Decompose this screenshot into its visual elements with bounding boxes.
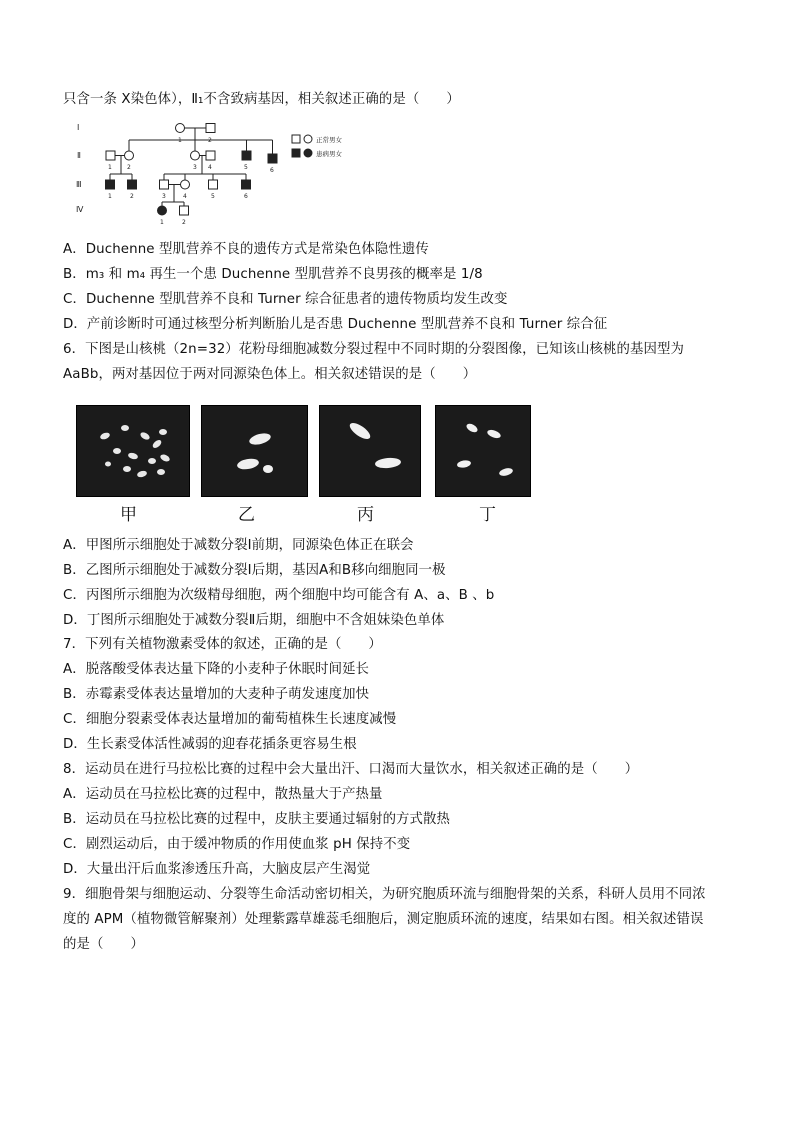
gen-label-3: Ⅲ [76,180,82,189]
q7-stem: 7．下列有关植物激素受体的叙述，正确的是（ ） [63,637,382,652]
svg-text:3: 3 [193,164,197,171]
svg-text:5: 5 [211,193,215,200]
q8-option-d: D．大量出汗后血浆渗透压升高，大脑皮层产生渴觉 [63,862,371,877]
q7-option-c: C．细胞分裂素受体表达量增加的葡萄植株生长速度减慢 [63,712,397,727]
gen-label-4: Ⅳ [76,205,84,214]
svg-text:6: 6 [244,193,248,200]
figure-label-ding: 丁 [479,505,496,525]
legend-affected-label: 患病男女 [316,150,342,158]
q6-option-b: B．乙图所示细胞处于减数分裂Ⅰ后期，基因A和B移向细胞同一极 [63,563,446,578]
individual-III4-female-normal [181,180,190,189]
individual-IV2-male-normal [180,206,189,215]
micrograph-jia [76,405,190,497]
svg-text:3: 3 [162,193,166,200]
svg-text:1: 1 [108,193,112,200]
figure-label-yi: 乙 [238,505,255,525]
q6-option-c: C．丙图所示细胞为次级精母细胞，两个细胞中均可能含有 A、a、B 、b [63,588,495,603]
svg-text:2: 2 [127,164,131,171]
q5-option-c: C．Duchenne 型肌营养不良和 Turner 综合征患者的遗传物质均发生改变 [63,292,508,307]
q6-stem-line2: AaBb，两对基因位于两对同源染色体上。相关叙述错误的是（ ） [63,367,477,382]
q5-intro: 只含一条 X染色体），Ⅱ₁不含致病基因，相关叙述正确的是（ ） [63,92,460,107]
micrograph-yi [201,405,308,497]
legend-affected-male-icon [292,149,300,157]
q6-option-a: A．甲图所示细胞处于减数分裂Ⅰ前期，同源染色体正在联会 [63,538,414,553]
q9-stem-line3: 的是（ ） [63,937,144,952]
q8-option-a: A．运动员在马拉松比赛的过程中，散热量大于产热量 [63,787,383,802]
q7-option-a: A．脱落酸受体表达量下降的小麦种子休眠时间延长 [63,662,370,677]
svg-text:1: 1 [160,219,164,226]
gen-label-1: Ⅰ [77,123,80,132]
individual-II2-female-normal [125,151,134,160]
micrograph-bing [319,405,421,497]
svg-text:2: 2 [208,137,212,144]
gen-label-2: Ⅱ [77,151,81,160]
q9-stem-line1: 9．细胞骨架与细胞运动、分裂等生命活动密切相关，为研究胞质环流与细胞骨架的关系，科研人员用不同浓 [63,887,706,902]
individual-III6-male-affected [242,180,251,189]
q9-stem-line2: 度的 APM（植物微管解聚剂）处理紫露草雄蕊毛细胞后，测定胞质环流的速度，结果如右图。相关叙述错误 [63,912,704,927]
legend-affected-female-icon [304,149,312,157]
individual-II4-male-normal [206,151,215,160]
individual-IV1-female-affected [158,206,167,215]
q8-option-c: C．剧烈运动后，由于缓冲物质的作用使血浆 pH 保持不变 [63,837,411,852]
q5-option-d: D．产前诊断时可通过核型分析判断胎儿是否患 Duchenne 型肌营养不良和 Turner 综合征 [63,317,608,332]
svg-text:4: 4 [183,193,187,200]
svg-text:6: 6 [270,167,274,174]
legend-normal-female-icon [304,135,312,143]
q6-stem-line1: 6．下图是山核桃（2n=32）花粉母细胞减数分裂过程中不同时期的分裂图像，已知该山核桃的基因型为 [63,342,684,357]
individual-II3-female-normal [191,151,200,160]
individual-III2-male-affected [128,180,137,189]
svg-text:5: 5 [244,164,248,171]
q8-option-b: B．运动员在马拉松比赛的过程中，皮肤主要通过辐射的方式散热 [63,812,451,827]
q7-option-b: B．赤霉素受体表达量增加的大麦种子萌发速度加快 [63,687,370,702]
individual-II5-male-affected [242,151,251,160]
legend-normal-label: 正常男女 [316,136,342,144]
pedigree-chart [63,118,363,230]
micrograph-ding [435,405,531,497]
individual-II6-male-affected [268,154,277,163]
individual-III5-male-normal [209,180,218,189]
svg-text:4: 4 [208,164,212,171]
svg-text:1: 1 [178,137,182,144]
individual-III1-male-affected [106,180,115,189]
individual-I1-female-normal [176,124,185,133]
svg-text:1: 1 [108,164,112,171]
q5-option-b: B．m₃ 和 m₄ 再生一个患 Duchenne 型肌营养不良男孩的概率是 1/8 [63,267,483,282]
figure-label-jia: 甲 [120,505,137,525]
individual-I2-male-normal [206,124,215,133]
individual-II1-male-normal [106,151,115,160]
q6-option-d: D．丁图所示细胞处于减数分裂Ⅱ后期，细胞中不含姐妹染色单体 [63,613,445,628]
svg-text:2: 2 [182,219,186,226]
individual-III3-male-normal [160,180,169,189]
q8-stem: 8．运动员在进行马拉松比赛的过程中会大量出汗、口渴而大量饮水，相关叙述正确的是（ ） [63,762,639,777]
figure-label-bing: 丙 [357,505,374,525]
q7-option-d: D．生长素受体活性减弱的迎春花插条更容易生根 [63,737,357,752]
legend-normal-male-icon [292,135,300,143]
svg-text:2: 2 [130,193,134,200]
q5-option-a: A．Duchenne 型肌营养不良的遗传方式是常染色体隐性遗传 [63,242,429,257]
